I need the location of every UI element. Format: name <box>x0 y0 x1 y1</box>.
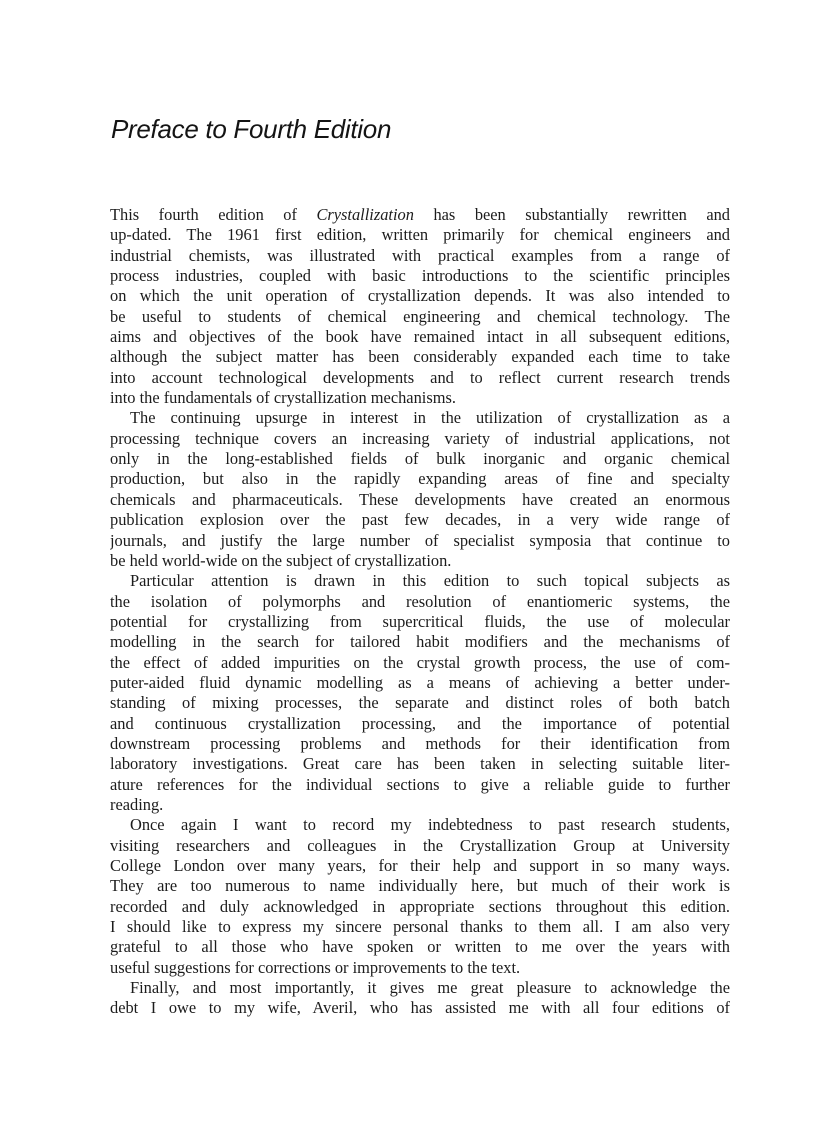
text-line: College London over many years, for their help and support in so many ways. <box>110 856 730 875</box>
text-line: downstream processing problems and methods for their identification from <box>110 733 730 753</box>
text-line: The continuing upsurge in interest in the utilization of crystallization as a <box>130 408 730 428</box>
text-line: grateful to all those who have spoken or written to me over the years with <box>110 937 730 957</box>
text-line: process industries, coupled with basic introductions to the scientific principles <box>110 266 730 286</box>
text-line: industrial chemists, was illustrated with practical examples from a range of <box>110 245 730 265</box>
text-line: into account technological developments and to reflect current research trends <box>110 367 730 387</box>
text-line: recorded and duly acknowledged in appropriate sections throughout this edition. <box>110 896 730 916</box>
text-line: laboratory investigations. Great care has been taken in selecting suitable liter- <box>110 754 730 774</box>
text-line: useful suggestions for corrections or improvements to the text. <box>110 957 521 977</box>
text-line: puter-aided fluid dynamic modelling as a means of achieving a better under- <box>110 672 730 692</box>
text-line: on which the unit operation of crystallization depends. It was also intended to <box>110 286 730 306</box>
text-line: processing technique covers an increasing variety of industrial applications, not <box>110 428 730 448</box>
text-line: They are too numerous to name individually here, but much of their work is <box>110 876 730 896</box>
text-line: standing of mixing processes, the separate and distinct roles of both batch <box>110 693 730 713</box>
text-line: reading. <box>110 794 164 814</box>
text-line: ature references for the individual sections to give a reliable guide to further <box>110 774 730 794</box>
text-line: aims and objectives of the book have remained intact in all subsequent editions, <box>110 327 730 347</box>
text-line: chemicals and pharmaceuticals. These developments have created an enormous <box>110 489 730 509</box>
text-line: although the subject matter has been considerably expanded each time to take <box>110 347 730 367</box>
paragraph-1 <box>110 205 730 408</box>
text-line: debt I owe to my wife, Averil, who has assisted me with all four editions of <box>110 998 730 1018</box>
text-line: Once again I want to record my indebtedness to past research students, <box>130 815 730 835</box>
book-title-italic: Crystallization <box>316 205 414 224</box>
text-line: Finally, and most importantly, it gives me great pleasure to acknowledge the <box>130 978 730 998</box>
text-line: the effect of added impurities on the crystal growth process, the use of com- <box>110 652 730 672</box>
text-line: and continuous crystallization processing, and the importance of potential <box>110 713 730 733</box>
paragraph-4 <box>110 815 730 978</box>
page-title: Preface to Fourth Edition <box>111 114 392 144</box>
paragraph-2 <box>110 408 730 571</box>
text-line: modelling in the search for tailored habit modifiers and the mechanisms of <box>110 632 730 652</box>
text-line: publication explosion over the past few decades, in a very wide range of <box>110 510 730 530</box>
text-line: potential for crystallizing from supercritical fluids, the use of molecular <box>110 611 730 631</box>
text-line: the isolation of polymorphs and resolution of enantiomeric systems, the <box>110 591 730 611</box>
text-line: visiting researchers and colleagues in the Crystallization Group at University <box>110 835 730 855</box>
text-line: into the fundamentals of crystallization mechanisms. <box>110 388 456 408</box>
text-line: This fourth edition of Crystallization has been substantially rewritten and <box>110 205 730 224</box>
text-line: I should like to express my sincere personal thanks to them all. I am also very <box>110 917 730 937</box>
text-line: Particular attention is drawn in this edition to such topical subjects as <box>130 571 730 591</box>
text-line: up-dated. The 1961 first edition, written primarily for chemical engineers and <box>110 225 730 245</box>
text-line: be useful to students of chemical engineering and chemical technology. The <box>110 306 730 326</box>
paragraph-3 <box>110 571 730 815</box>
preface-body <box>110 205 730 1019</box>
paragraph-5 <box>110 978 730 1019</box>
text-line: be held world-wide on the subject of crystallization. <box>110 550 452 570</box>
text-line: only in the long-established fields of bulk inorganic and organic chemical <box>110 449 730 469</box>
text-line: journals, and justify the large number of specialist symposia that continue to <box>110 530 730 550</box>
text-line: production, but also in the rapidly expanding areas of fine and specialty <box>110 469 730 489</box>
